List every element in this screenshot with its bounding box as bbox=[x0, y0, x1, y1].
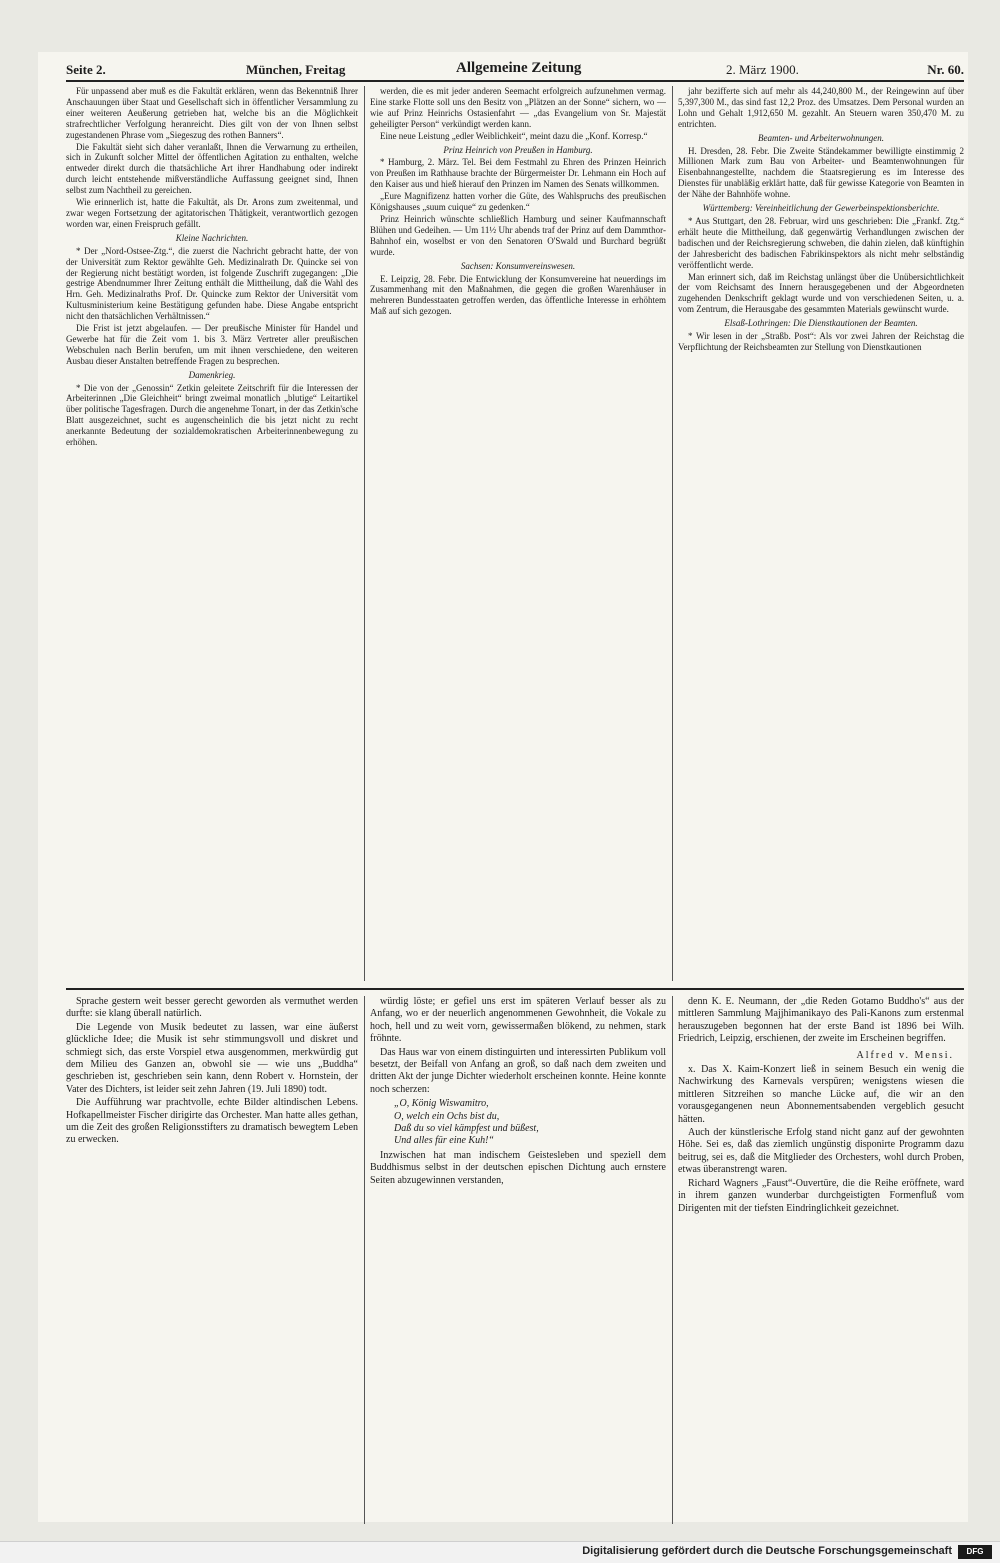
paragraph: denn K. E. Neumann, der „die Reden Gotamo Buddho's“ aus der mittleren Sammlung Majjhimanikayo des Pali-Kanons zum erstenmal herauszugeben begonnen hat der erste Band ist 1896 bei Wilh. Friedrich, Leipzig, erschienen, der zweite im Erscheinen begriffen. bbox=[678, 996, 964, 1045]
funding-credit: Digitalisierung gefördert durch die Deutsche Forschungsgemeinschaft bbox=[582, 1545, 952, 1557]
paragraph: Inzwischen hat man indischem Geistesleben und speziell dem Buddhismus selbst in der deutschen epischen Dichtung auch ernstere Seiten abzugewinnen verstanden, bbox=[370, 1149, 666, 1186]
paragraph: werden, die es mit jeder anderen Seemacht erfolgreich aufzunehmen vermag. Eine starke Flotte soll uns den Besitz von „Plätzen an der Sonne“ sichern, wo — wie auf Prinz Heinrichs Ostasienfahrt — „das Evangelium von Sr. Majestät geheiligter Person“ verkündigt werden kann. bbox=[370, 86, 666, 129]
paragraph: Die Fakultät sieht sich daher veranlaßt, Ihnen die Verwarnung zu ertheilen, sich in Zukunft solcher Mittel der öffentlichen Agitation zu enthalten, welche entweder direkt durch die thatsächliche Art ihrer Handhabung oder indirekt durch leicht entstehende mißverständliche Auffassung geeignet sind, Ihnen selbst zum Nachtheil zu gereichen. bbox=[66, 141, 358, 196]
paragraph: Die Frist ist jetzt abgelaufen. — Der preußische Minister für Handel und Gewerbe hat für die Zeit vom 1. bis 3. März Vertreter aller preußischen Webschulen nach Berlin berufen, um mit ihnen verschiedene, den weiteren Ausbau dieser Anstalten betreffende Fragen zu besprechen. bbox=[66, 323, 358, 366]
masthead bbox=[66, 60, 964, 82]
paragraph: Die Aufführung war prachtvolle, echte Bilder altindischen Lebens. Hofkapellmeister Fischer dirigirte das Orchester. Man hatte alles gethan, um die Zeit des großen Religionsstifters zu dramatisch bewegtem Leben zu erwecken. bbox=[66, 1097, 358, 1146]
feuilleton-column-3 bbox=[678, 996, 964, 1526]
paragraph: Eine neue Leistung „edler Weiblichkeit“, meint dazu die „Konf. Korresp.“ bbox=[380, 130, 648, 141]
section-heading: Damenkrieg. bbox=[188, 369, 236, 380]
news-column-1 bbox=[66, 86, 358, 986]
paragraph: Prinz Heinrich wünschte schließlich Hamburg und seiner Kaufmannschaft Blühen und Gedeihen. — Um 11½ Uhr abends traf der Prinz auf dem Dammthor-Bahnhof ein, woselbst er von den Senatoren O'Swald und Burchard begrüßt wurde. bbox=[370, 213, 666, 257]
news-column-2 bbox=[370, 86, 666, 986]
place-date: München, Freitag bbox=[246, 62, 346, 77]
paragraph: Auch der künstlerische Erfolg stand nicht ganz auf der gewohnten Höhe. Sei es, daß das ziemlich ungünstig disponirte Programm dazu beitrug, sei es, daß die Mitglieder des Orchesters, wohl durch Proben, etwas überanstrengt waren. bbox=[678, 1127, 964, 1176]
paragraph: Für unpassend aber muß es die Fakultät erklären, wenn das Bekenntniß Ihrer Anschauungen über Staat und Gesellschaft sich in öffentlicher Versammlung zu einer weiteren Aeußerung getrieben hat, welche bis an die Möglichkeit strafrechtlicher Verfolgung heranreicht. Dies gilt von der von Ihnen selbst zugestandenen Phrase vom „Siegeszug des rothen Banners“. bbox=[66, 86, 358, 140]
digitization-footer bbox=[0, 1541, 1000, 1563]
paragraph: H. Dresden, 28. Febr. Die Zweite Ständekammer bewilligte einstimmig 2 Millionen Mark zum Bau von Arbeiter- und Beamtenwohnungen für Eisenbahnangestellte, nachdem die Staatsregierung es im Interesse des Dienstes für unabläßig erklärt hatte, daß für gewisse Kategorie von Beamten in der Nähe der Bahnhöfe wohne. bbox=[678, 145, 964, 200]
paragraph: jahr bezifferte sich auf mehr als 44,240,800 M., der Reingewinn auf über 5,397,300 M., das sind fast 12,2 Proz. des Umsatzes. Dem Personal wurden an Lohn und Gehalt 1,912,650 M. gezahlt. An Steuern waren 350,470 M. zu entrichten. bbox=[678, 86, 964, 129]
paragraph: x. Das X. Kaim-Konzert ließ in seinem Besuch ein wenig die Nachwirkung des Karnevals verspüren; wenigstens wiesen die mittleren Sitzreihen so manche Lücke auf, die wir an den vorausgegangenen neun Abonnementsabenden vergeblich gesucht hätten. bbox=[678, 1064, 964, 1125]
paragraph: „Eure Magnifizenz hatten vorher die Güte, des Wahlspruchs des preußischen Königshauses „suum cuique“ zu gedenken.“ bbox=[370, 191, 666, 213]
verse-line: O, welch ein Ochs bist du, bbox=[394, 1110, 500, 1122]
column-rule bbox=[364, 996, 365, 1524]
paragraph: würdig löste; er gefiel uns erst im späteren Verlauf besser als zu Anfang, wo er der neuerlich angenommenen Gewohnheit, die Vokale zu hoch, hell und zu weit vorn, gewissermaßen blökend, zu nehmen, stark fröhnte. bbox=[370, 996, 666, 1045]
page-number: Seite 2. bbox=[66, 62, 106, 77]
paragraph: * Hamburg, 2. März. Tel. Bei dem Festmahl zu Ehren des Prinzen Heinrich von Preußen im Rathhause brachte der Bürgermeister Dr. Lehmann ein Hoch auf den Kaiser aus und hieß hierauf den Prinzen im Namen des Senats willkommen. bbox=[370, 157, 666, 190]
news-column-3 bbox=[678, 86, 964, 986]
newspaper-title: Allgemeine Zeitung bbox=[456, 60, 582, 76]
section-heading: Württemberg: Vereinheitlichung der Gewerbeinspektionsberichte. bbox=[702, 203, 940, 214]
paragraph: Die Legende von Musik bedeutet zu lassen, war eine äußerst glückliche Idee; die Musik ist sehr stimmungsvoll und diskret und schmiegt sich, das erste Vorspiel etwa ausgenommen, merkwürdig gut dem Milieu des Ganzen an, obwohl sie — wie uns „Buddha“ geschrieben ist, geschrieben sein kann, denn Robert v. Hornstein, der Vater des Dichters, ist leider seit zehn Jahren (19. Juli 1890) todt. bbox=[66, 1021, 358, 1095]
feuilleton-column-1 bbox=[66, 996, 358, 1526]
feuilleton-divider bbox=[66, 988, 964, 990]
section-heading: Sachsen: Konsumvereinswesen. bbox=[460, 260, 576, 271]
section-heading: Prinz Heinrich von Preußen in Hamburg. bbox=[443, 144, 593, 155]
paragraph: Sprache gestern weit besser gerecht geworden als vermuthet werden durfte: sie klang überall natürlich. bbox=[66, 996, 358, 1020]
issue-number: Nr. 60. bbox=[927, 62, 964, 77]
paragraph: * Aus Stuttgart, den 28. Februar, wird uns geschrieben: Die „Frankf. Ztg.“ erhält heute die Mittheilung, daß gegenwärtig Verhandlungen zwischen der badischen und der Reichsregierung schweben, die dahin zielen, daß künftighin der Jahresbericht des badischen Fabrikinspektors als nicht mehr selbständig veröffentlicht werde. bbox=[678, 215, 964, 270]
author-signature: Alfred v. Mensi. bbox=[856, 1049, 954, 1061]
column-rule bbox=[364, 86, 365, 981]
paragraph: Man erinnert sich, daß im Reichstag unlängst über die Unübersichtlichkeit der vom Reichsamt des Innern herausgegebenen und der Abgeordneten zugehenden Denkschrift geklagt wurde und von verschiedenen Seiten, u. a. vom Zentrum, die Herausgabe des gesammten Materials gewünscht wurde. bbox=[678, 271, 964, 315]
paragraph: Das Haus war von einem distinguirten und interessirten Publikum voll besetzt, der Beifall von Anfang an groß, so daß nach dem zweiten und dritten Akt der junge Dichter wiederholt erscheinen konnte. Heine konnte noch scherzen: bbox=[370, 1046, 666, 1095]
issue-date: 2. März 1900. bbox=[726, 62, 799, 77]
dfg-logo: DFG bbox=[958, 1545, 992, 1559]
paragraph: Wie erinnerlich ist, hatte die Fakultät, als Dr. Arons zum zweitenmal, und zwar wegen Fortsetzung der agitatorischen Thätigkeit, verantwortlich gezogen worden war, einen Freispruch gefällt. bbox=[66, 197, 358, 229]
paragraph: * Der „Nord-Ostsee-Ztg.“, die zuerst die Nachricht gebracht hatte, der von der Universität zum Rektor gewählte Geh. Medizinalrath Dr. Quincke sei von der Regierung nicht bestätigt worden, ist folgende Zuschrift zugegangen: „Die gestrige Abendnummer Ihrer Zeitung enthält die Mittheilung, daß die Wahl des Hrn. Geh. Medizinalraths Prof. Dr. Quincke zum Rektor der Universität vom Kultusministerium keine Bestätigung gefunden habe. Diese Angabe entspricht nicht den thatsächlichen Verhältnissen.“ bbox=[66, 245, 358, 322]
verse-line: „O, König Wiswamitro, bbox=[394, 1098, 489, 1110]
section-heading: Kleine Nachrichten. bbox=[175, 232, 249, 243]
paragraph: * Wir lesen in der „Straßb. Post“: Als vor zwei Jahren der Reichstag die Verpflichtung der Reichsbeamten zur Stellung von Dienstkautionen bbox=[678, 331, 964, 352]
quoted-verse bbox=[394, 1098, 666, 1148]
paragraph: Richard Wagners „Faust“-Ouvertüre, die die Reihe eröffnete, ward in ihrem ganzen wunderbar durchgeistigten Formenfluß vom Dirigenten mit der tiefsten Eindringlichkeit gezeichnet. bbox=[678, 1177, 964, 1214]
section-heading: Elsaß-Lothringen: Die Dienstkautionen der Beamten. bbox=[724, 318, 918, 329]
paragraph: * Die von der „Genossin“ Zetkin geleitete Zeitschrift für die Interessen der Arbeiterinnen „Die Gleichheit“ bringt zweimal monatlich „blutige“ Leitartikel über politische Tagesfragen. Durch die angenehme Tonart, in der das Zetkin'sche Blatt ausgezeichnet, sucht es augenscheinlich die bis jetzt nicht zu recht anerkannte Bedeutung der sozialdemokratischen Arbeiterinnenbewegung zu erhöhen. bbox=[66, 382, 358, 448]
verse-line: Daß du so viel kämpfest und büßest, bbox=[394, 1123, 539, 1135]
verse-line: Und alles für eine Kuh!“ bbox=[394, 1135, 494, 1147]
feuilleton-column-2 bbox=[370, 996, 666, 1526]
section-heading: Beamten- und Arbeiterwohnungen. bbox=[757, 132, 885, 143]
paragraph: E. Leipzig, 28. Febr. Die Entwicklung der Konsumvereine hat neuerdings im Zusammenhang mit den Maßnahmen, die gegen die großen Warenhäuser in mehreren Bundesstaaten getroffen werden, das öffentliche Interesse in erhöhtem Maß auf sich gezogen. bbox=[370, 273, 666, 317]
column-rule bbox=[672, 86, 673, 981]
column-rule bbox=[672, 996, 673, 1524]
